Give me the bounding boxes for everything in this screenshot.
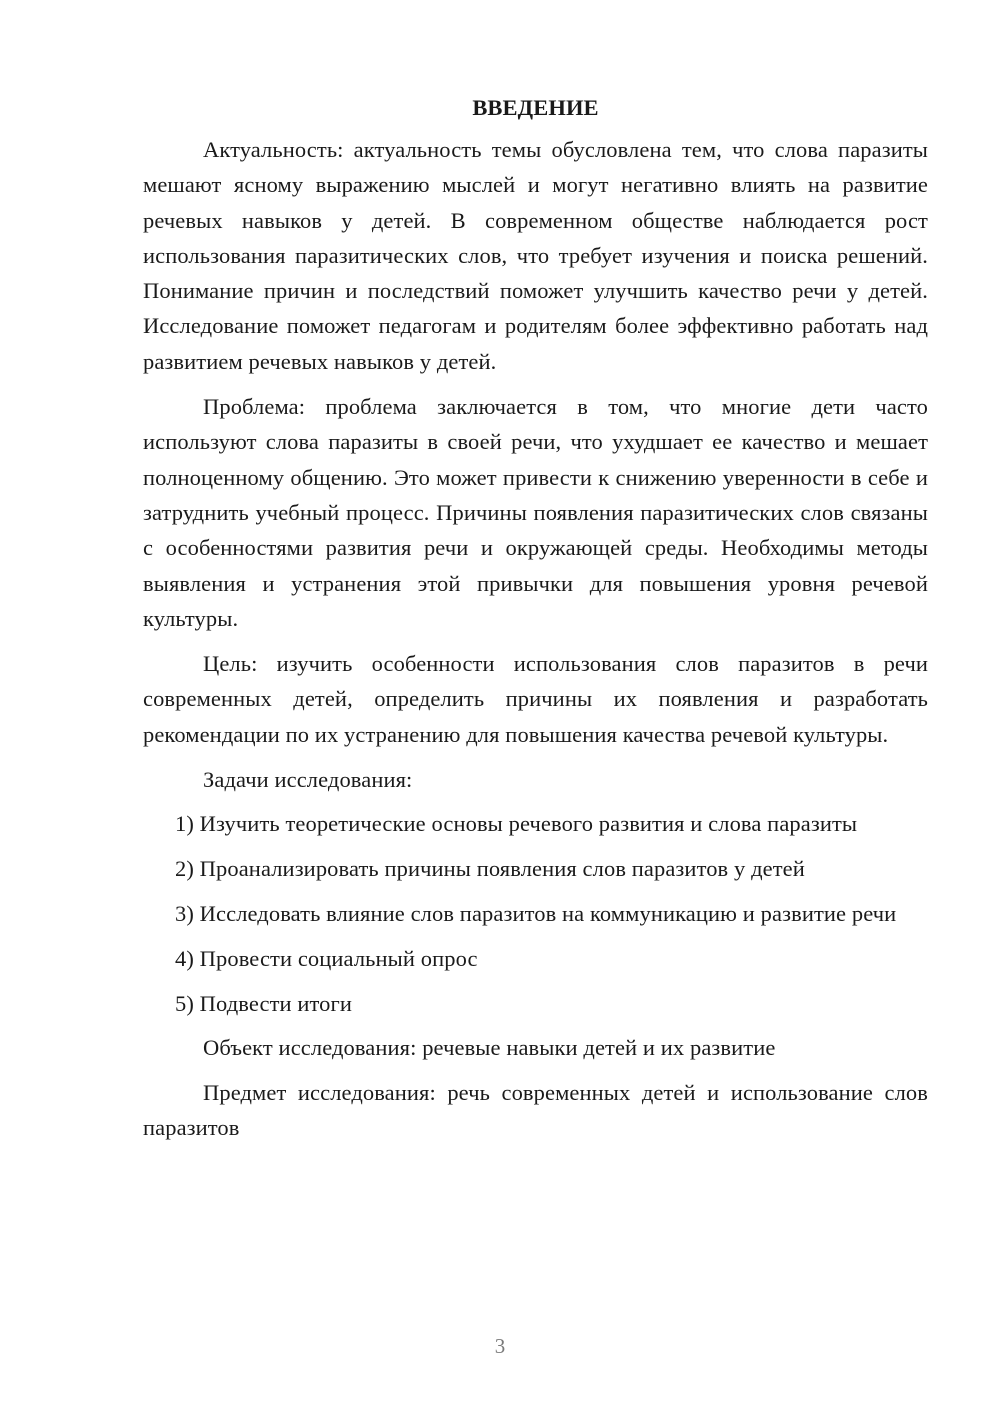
relevance-paragraph: Актуальность: актуальность темы обусловлена тем, что слова паразиты мешают ясному выражению мыслей и могут негативно влиять на развитие речевых навыков у детей. В современном обществе наблюдается рост использования паразитических слов, что требует изучения и поиска решений. Понимание причин и последствий поможет улучшить качество речи у детей. Исследование поможет педагогам и родителям более эффективно работать над развитием речевых навыков у детей. — [143, 137, 928, 374]
object-paragraph: Объект исследования: речевые навыки детей и их развитие — [203, 1035, 776, 1061]
task-item: 4) Провести социальный опрос — [175, 945, 478, 971]
problem-paragraph: Проблема: проблема заключается в том, что многие дети часто используют слова паразиты в своей речи, что ухудшает ее качество и мешает полноценному общению. Это может привести к снижению уверенности в себе и затруднить учебный процесс. Причины появления паразитических слов связаны с особенностями развития речи и окружающей среды. Необходимы методы выявления и устранения этой привычки для повышения уровня речевой культуры. — [143, 394, 928, 631]
task-item: 3) Исследовать влияние слов паразитов на коммуникацию и развитие речи — [175, 900, 897, 926]
subject-paragraph: Предмет исследования: речь современных детей и использование слов паразитов — [143, 1079, 928, 1140]
page-number: 3 — [494, 1334, 506, 1358]
page-content — [143, 90, 928, 1155]
tasks-heading: Задачи исследования: — [203, 767, 413, 793]
section-heading: ВВЕДЕНИЕ — [472, 95, 599, 120]
task-item: 1) Изучить теоретические основы речевого развития и слова паразиты — [175, 811, 858, 837]
goal-paragraph: Цель: изучить особенности использования слов паразитов в речи современных детей, определить причины их появления и разработать рекомендации по их устранению для повышения качества речевой культуры. — [143, 651, 928, 747]
task-item: 2) Проанализировать причины появления слов паразитов у детей — [175, 856, 805, 882]
task-item: 5) Подвести итоги — [175, 990, 352, 1016]
